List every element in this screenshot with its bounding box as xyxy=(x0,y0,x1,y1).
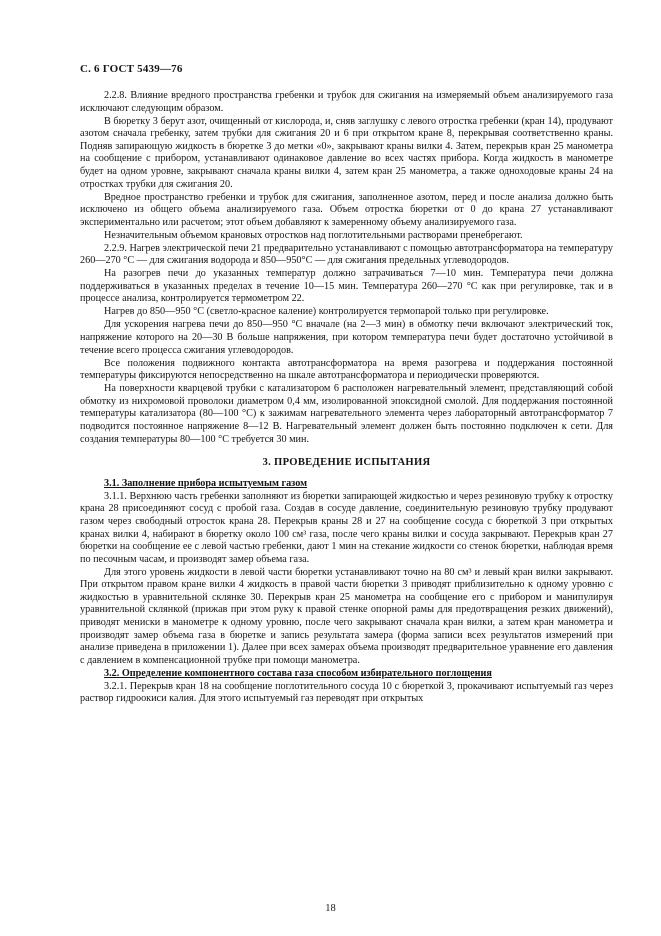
subsection-heading xyxy=(80,668,613,681)
subsection-heading xyxy=(80,478,613,491)
paragraph: 3.2.1. Перекрыв кран 18 на сообщение поглотительного сосуда 10 с бюреткой 3, прокачивают испытуемый газ через раствор гидроокиси калия. Для этого испытуемый газ переводят при открытых xyxy=(80,680,613,705)
page-header: С. 6 ГОСТ 5439—76 xyxy=(80,63,183,75)
subsection-title: 3.1. Заполнение прибора испытуемым газом xyxy=(104,477,308,489)
section-title: 3. ПРОВЕДЕНИЕ ИСПЫТАНИЯ xyxy=(262,457,431,469)
document-body xyxy=(80,90,613,706)
paragraph: Все положения подвижного контакта автотрансформатора на время разогрева и поддержания постоянной температуры фиксируются непосредственно на шкале автотрансформатора и периодически проверяются. xyxy=(80,357,613,382)
paragraph: 2.2.9. Нагрев электрической печи 21 предварительно устанавливают с помощью автотрансформатора на температуру 260—270 °С — для сжигания водорода и 850—950°С — для сжигания предельных углеводородов. xyxy=(80,242,613,267)
subsection-title: 3.2. Определение компонентного состава газа способом избирательного поглощения xyxy=(104,667,492,679)
paragraph: Нагрев до 850—950 °С (светло-красное каление) контролируется термопарой только при регулировке. xyxy=(104,306,549,318)
paragraph: В бюретку 3 берут азот, очищенный от кислорода, и, сняв заглушку с левого отростка гребенки (кран 14), продувают азотом сначала гребенку, затем трубки для сжигания 20 и 6 при открытом кране 8, перекрывая соответственно краны. Подняв запирающую жидкость в бюретке 3 до метки «0», закрывают краны вилки 4. Затем, перекрыв кран 25 манометра на сообщение с прибором, устанавливают одинаковое давление во всех частях прибора. Когда жидкость в манометре будет на одном уровне, закрывают сначала краны вилки 4, затем кран 25 манометра, а также одноходовые краны 24 на отростках трубки для сжигания 20. xyxy=(80,115,613,190)
paragraph: Вредное пространство гребенки и трубок для сжигания, заполненное азотом, перед и после анализа должно быть исключено из общего объема анализируемого газа. Объем отростка бюретки от 0 до крана 27 устанавливают экспериментально или расчетом; этот объем добавляют к замеренному объему анализируемого газа. xyxy=(80,191,613,228)
page-number: 18 xyxy=(325,903,336,914)
paragraph: 2.2.8. Влияние вредного пространства гребенки и трубок для сжигания на измеряемый объем анализируемого газа исключают следующим образом. xyxy=(80,90,613,114)
paragraph: На поверхности кварцевой трубки с катализатором 6 расположен нагревательный элемент, представляющий собой обмотку из нихромовой проволоки диаметром 0,4 мм, изолированной эпоксидной смолой. Для поддержания постоянной температуры катализатора (80—100 °С) к зажимам нагревательного элемента через лабораторный автотрансформатор 7 подводится постоянное напряжение 8—12 В. Нагревательный элемент должен быть постоянно подключен к сети. Для создания температуры 80—100 °С требуется 30 мин. xyxy=(80,383,613,445)
paragraph: На разогрев печи до указанных температур должно затрачиваться 7—10 мин. Температура печи должна поддерживаться в указанных пределах в течение 10—15 мин. Температура 260—270 °С как при регулировке, так и в процессе анализа, контролируется термометром 22. xyxy=(80,268,613,305)
paragraph: Для этого уровень жидкости в левой части бюретки устанавливают точно на 80 см³ и левый кран вилки закрывают. При открытом правом кране вилки 4 жидкость в правой части бюретки 3 приводят приблизительно к одному уровню с жидкостью в уравнительной склянке 30. Перекрыв кран 25 манометра на сообщение его с прибором и манипулируя уравнительной склянкой (прижав при этом руку к правой стенке опорной рамы для предотвращения резких движений), приводят мениски в манометре к одному уровню, после чего закрывают сначала кран вилки, а затем кран манометра и производят замер объема газа в бюретке и запись результата замера (форма записи всех результатов измерений при анализе приведена в приложении 1). Далее при всех замерах объема производят предварительное уравнение его давления с давлением в компенсационной трубке при помощи манометра. xyxy=(80,566,613,666)
paragraph: Незначительным объемом крановых отростков над поглотительными растворами пренебрегают. xyxy=(104,229,523,241)
paragraph: Для ускорения нагрева печи до 850—950 °С вначале (на 2—3 мин) в обмотку печи включают электрический ток, напряжение которого на 20—30 В больше напряжения, при котором температура печи будет достаточно устойчивой в течение всего процесса сжигания углеводородов. xyxy=(80,319,613,356)
paragraph: 3.1.1. Верхнюю часть гребенки заполняют из бюретки запирающей жидкостью и через резиновую трубку к отростку крана 28 присоединяют сосуд с пробой газа. Создав в сосуде давление, соединительную резиновую трубку продувают газом через свободный отросток крана 28. Перекрыв краны 28 и 27 на сообщение сосуда с бюреткой 3 при открытых кранах вилки 4, набирают в бюретку около 100 см³ газа, после чего краны вилки и сосуда закрывают. Перекрыв кран 27 бюретки на сообщение ее с левой частью гребенки, дают 1 мин на стекание жидкости со стенок бюретки, наблюдая время по песочным часам, и производят замер объема газа. xyxy=(80,490,613,565)
